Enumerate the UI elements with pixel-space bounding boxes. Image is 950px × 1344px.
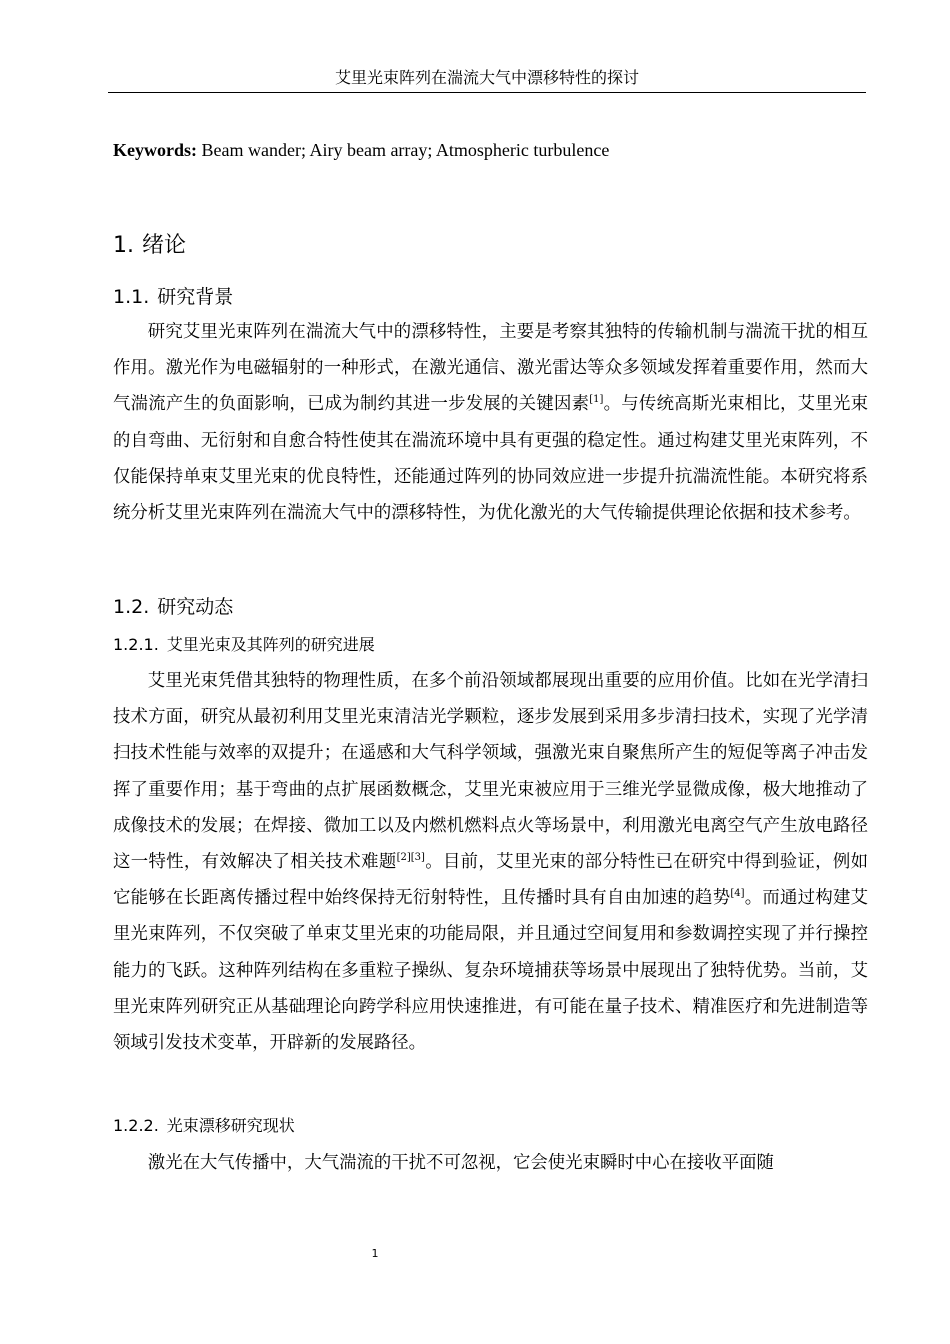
section-title: 研究背景 — [157, 286, 234, 308]
section-heading-1 — [113, 229, 186, 263]
paragraph-text: 研究艾里光束阵列在湍流大气中的漂移特性，主要是考察其独特的传输机制与湍流干扰的相互作用。激光作为电磁辐射的一种形式，在激光通信、激光雷达等众多领域发挥着重要作用，然而大气湍流产生的负面影响，已成为制约其进一步发展的关键因素 — [113, 322, 868, 415]
section-title: 光束漂移研究现状 — [166, 1116, 295, 1135]
citation: [2][3] — [396, 852, 425, 864]
keywords — [113, 137, 873, 163]
section-number: 1. — [113, 233, 134, 258]
citation: [1] — [589, 394, 604, 406]
running-header: 艾里光束阵列在湍流大气中漂移特性的探讨 — [108, 66, 866, 93]
section-heading-1-2 — [113, 593, 233, 621]
section-title: 艾里光束及其阵列的研究进展 — [166, 635, 375, 654]
section-title: 研究动态 — [157, 596, 234, 618]
paragraph-text: 。目前，艾里光束的部分特性已在研究中得到验证，例如它能够在长距离传播过程中始终保持无衍射特性，且传播时具有自由加速的趋势 — [113, 852, 868, 909]
page-number: 1 — [371, 1247, 379, 1260]
citation: [4] — [730, 888, 745, 900]
section-title: 绪论 — [142, 233, 187, 258]
section-number: 1.2. — [113, 596, 150, 618]
section-heading-1-2-2 — [113, 1114, 295, 1138]
paragraph-text: 。而通过构建艾里光束阵列，不仅突破了单束艾里光束的功能局限，并且通过空间复用和参数调控实现了并行操控能力的飞跃。这种阵列结构在多重粒子操纵、复杂环境捕获等场景中展现出了独特优势。当前，艾里光束阵列研究正从基础理论向跨学科应用快速推进，有可能在量子技术、精准医疗和先进制造等领域引发技术变革，开辟新的发展路径。 — [113, 888, 868, 1054]
section-number: 1.1. — [113, 286, 150, 308]
keywords-text: Beam wander; Airy beam array; Atmospheric turbulence — [197, 140, 610, 160]
keywords-label: Keywords: — [113, 140, 197, 160]
section-number: 1.2.1. — [113, 635, 159, 654]
paragraph-beam-wander-status — [113, 1145, 868, 1181]
paragraph-research-background — [113, 314, 868, 531]
section-heading-1-1 — [113, 283, 233, 311]
paragraph-text: 。与传统高斯光束相比，艾里光束的自弯曲、无衍射和自愈合特性使其在湍流环境中具有更强的稳定性。通过构建艾里光束阵列，不仅能保持单束艾里光束的优良特性，还能通过阵列的协同效应进一步提升抗湍流性能。本研究将系统分析艾里光束阵列在湍流大气中的漂移特性，为优化激光的大气传输提供理论依据和技术参考。 — [113, 394, 868, 524]
paragraph-text: 艾里光束凭借其独特的物理性质，在多个前沿领域都展现出重要的应用价值。比如在光学清扫技术方面，研究从最初利用艾里光束清洁光学颗粒，逐步发展到采用多步清扫技术，实现了光学清扫技术性能与效率的双提升；在遥感和大气科学领域，强激光束自聚焦所产生的短促等离子冲击发挥了重要作用；基于弯曲的点扩展函数概念，艾里光束被应用于三维光学显微成像，极大地推动了成像技术的发展；在焊接、微加工以及内燃机燃料点火等场景中，利用激光电离空气产生放电路径这一特性，有效解决了相关技术难题 — [113, 671, 868, 873]
paragraph-airy-beam-progress — [113, 663, 868, 1061]
section-heading-1-2-1 — [113, 633, 375, 657]
paragraph-text: 激光在大气传播中，大气湍流的干扰不可忽视，它会使光束瞬时中心在接收平面随 — [147, 1153, 774, 1173]
section-number: 1.2.2. — [113, 1116, 159, 1135]
